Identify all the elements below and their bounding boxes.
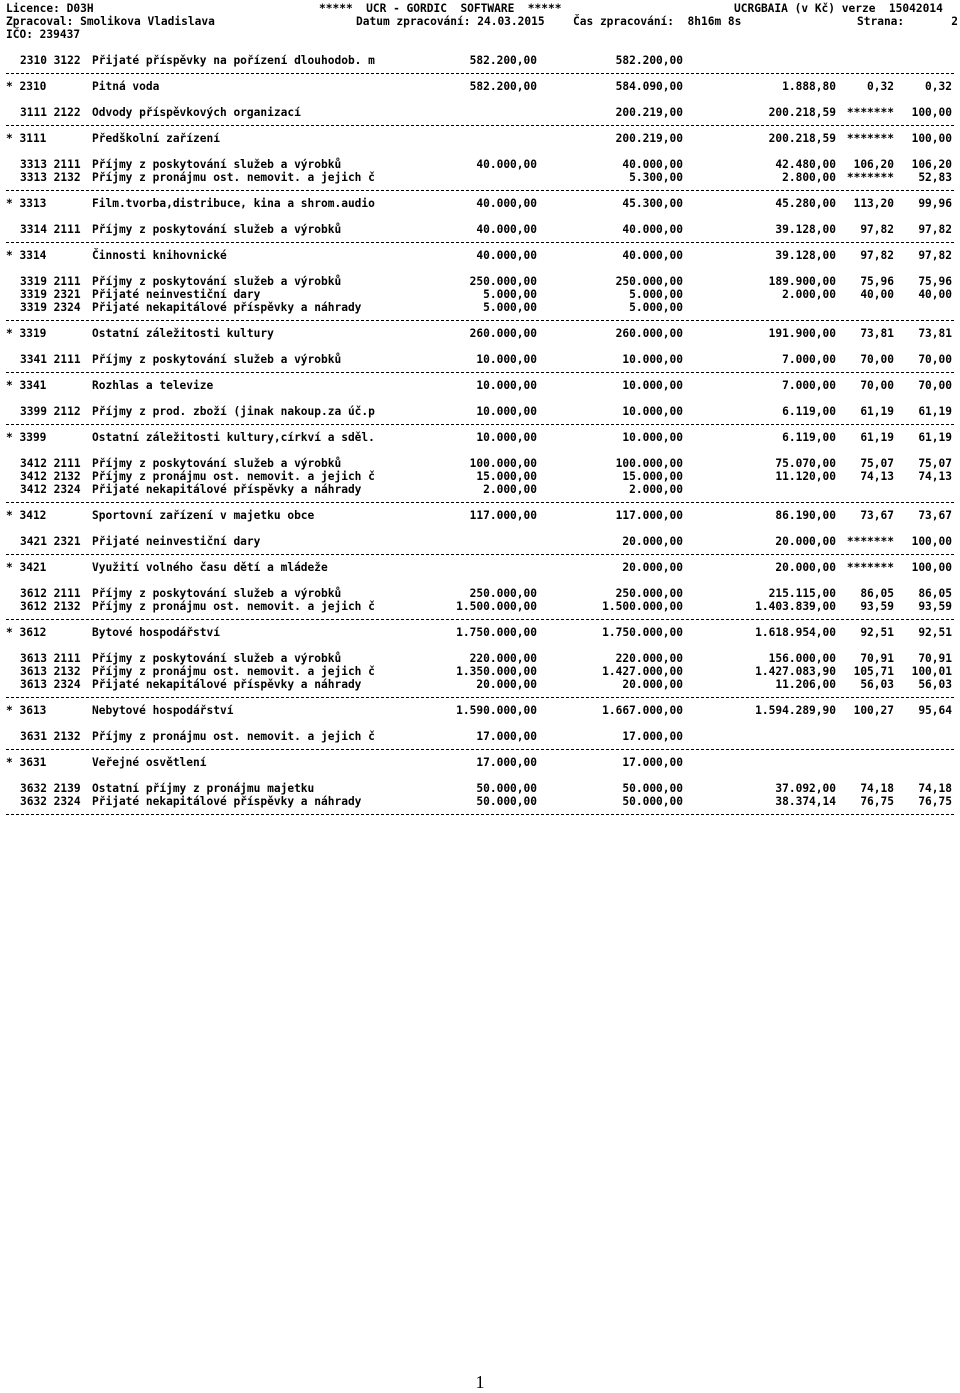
row-actual: 1.594.289,90 [755, 704, 836, 717]
row-code: * 2310 [6, 80, 47, 93]
row-code: 3314 2111 [20, 223, 81, 236]
row-budget-approved: 10.000,00 [476, 431, 537, 444]
table-row [0, 54, 960, 67]
ico-label: IČO: 239437 [6, 28, 81, 41]
page-label: Strana: 2 [857, 15, 959, 28]
row-percent-approved: 86,05 [860, 587, 894, 600]
row-percent-approved: 70,91 [860, 652, 894, 665]
dashed-separator [0, 184, 960, 197]
table-row [0, 483, 960, 496]
table-row [0, 106, 960, 119]
row-description: Příjmy z poskytování služeb a výrobků [92, 223, 342, 236]
row-budget-adjusted: 584.090,00 [615, 80, 683, 93]
row-description: Příjmy z poskytování služeb a výrobků [92, 353, 342, 366]
row-description: Rozhlas a televize [92, 379, 214, 392]
row-description: Přijaté neinvestiční dary [92, 535, 261, 548]
row-description: Ostatní příjmy z pronájmu majetku [92, 782, 315, 795]
row-actual: 156.000,00 [768, 652, 836, 665]
row-budget-approved: 10.000,00 [476, 379, 537, 392]
row-code: * 3613 [6, 704, 47, 717]
row-code: 3421 2321 [20, 535, 81, 548]
row-percent-approved: 73,81 [860, 327, 894, 340]
dashed-separator [0, 119, 960, 132]
row-budget-approved: 50.000,00 [476, 782, 537, 795]
report-code: UCRGBAIA (v Kč) verze 15042014 [734, 2, 943, 15]
row-percent-approved: 73,67 [860, 509, 894, 522]
subtotal-row [0, 509, 960, 522]
dashed-separator [0, 548, 960, 561]
row-percent-approved: 75,07 [860, 457, 894, 470]
row-actual: 6.119,00 [782, 405, 836, 418]
row-percent-approved: 75,96 [860, 275, 894, 288]
dashed-separator [0, 236, 960, 249]
dashed-separator [0, 496, 960, 509]
row-budget-approved: 40.000,00 [476, 158, 537, 171]
row-budget-adjusted: 50.000,00 [622, 795, 683, 808]
row-budget-adjusted: 10.000,00 [622, 405, 683, 418]
row-description: Využití volného času dětí a mládeže [92, 561, 328, 574]
table-row [0, 457, 960, 470]
row-budget-approved: 40.000,00 [476, 249, 537, 262]
table-row [0, 535, 960, 548]
table-row [0, 223, 960, 236]
row-description: Ostatní záležitosti kultury [92, 327, 274, 340]
row-percent-approved: 70,00 [860, 353, 894, 366]
table-row [0, 600, 960, 613]
subtotal-row [0, 80, 960, 93]
row-description: Bytové hospodářství [92, 626, 220, 639]
row-actual: 191.900,00 [768, 327, 836, 340]
row-percent-adjusted: 93,59 [918, 600, 952, 613]
processed-by: Zpracoval: Smolikova Vladislava [6, 15, 215, 28]
subtotal-row [0, 249, 960, 262]
row-code: * 3111 [6, 132, 47, 145]
row-budget-adjusted: 45.300,00 [622, 197, 683, 210]
row-description: Činnosti knihovnické [92, 249, 227, 262]
row-actual: 200.218,59 [768, 106, 836, 119]
row-description: Příjmy z pronájmu ost. nemovit. a jejich č [92, 470, 375, 483]
row-budget-adjusted: 582.200,00 [615, 54, 683, 67]
row-description: Přijaté nekapitálové příspěvky a náhrady [92, 795, 362, 808]
row-budget-adjusted: 5.000,00 [629, 301, 683, 314]
row-budget-approved: 2.000,00 [483, 483, 537, 496]
row-budget-adjusted: 20.000,00 [622, 678, 683, 691]
row-code: * 3341 [6, 379, 47, 392]
row-percent-approved: 40,00 [860, 288, 894, 301]
row-budget-adjusted: 40.000,00 [622, 223, 683, 236]
row-code: * 3421 [6, 561, 47, 574]
table-row [0, 730, 960, 743]
row-percent-adjusted: 75,96 [918, 275, 952, 288]
row-budget-adjusted: 10.000,00 [622, 353, 683, 366]
row-percent-approved: 61,19 [860, 405, 894, 418]
dashed-separator [0, 418, 960, 431]
row-percent-adjusted: 100,00 [911, 535, 952, 548]
row-spacer [0, 769, 960, 782]
row-spacer [0, 639, 960, 652]
dashed-separator [0, 67, 960, 80]
row-percent-approved: 0,32 [867, 80, 894, 93]
dashed-separator [0, 613, 960, 626]
row-code: 3313 2111 [20, 158, 81, 171]
row-budget-approved: 10.000,00 [476, 405, 537, 418]
row-code: 3632 2324 [20, 795, 81, 808]
subtotal-row [0, 132, 960, 145]
row-code: * 3612 [6, 626, 47, 639]
row-spacer [0, 210, 960, 223]
row-description: Předškolní zařízení [92, 132, 220, 145]
row-budget-adjusted: 20.000,00 [622, 535, 683, 548]
row-budget-approved: 1.590.000,00 [456, 704, 537, 717]
row-percent-approved: 113,20 [853, 197, 894, 210]
row-budget-adjusted: 15.000,00 [622, 470, 683, 483]
row-code: 3319 2324 [20, 301, 81, 314]
row-percent-approved: 92,51 [860, 626, 894, 639]
row-actual: 200.218,59 [768, 132, 836, 145]
row-code: 3632 2139 [20, 782, 81, 795]
row-budget-approved: 1.750.000,00 [456, 626, 537, 639]
row-code: * 3399 [6, 431, 47, 444]
table-row [0, 782, 960, 795]
row-budget-adjusted: 200.219,00 [615, 106, 683, 119]
row-budget-adjusted: 1.667.000,00 [602, 704, 683, 717]
row-percent-adjusted: 100,00 [911, 132, 952, 145]
row-percent-adjusted: 75,07 [918, 457, 952, 470]
row-percent-adjusted: 99,96 [918, 197, 952, 210]
row-percent-adjusted: 76,75 [918, 795, 952, 808]
row-budget-approved: 250.000,00 [469, 587, 537, 600]
row-description: Příjmy z pronájmu ost. nemovit. a jejich č [92, 730, 375, 743]
row-description: Příjmy z poskytování služeb a výrobků [92, 587, 342, 600]
row-percent-adjusted: 61,19 [918, 431, 952, 444]
row-percent-adjusted: 70,00 [918, 353, 952, 366]
row-actual: 20.000,00 [775, 561, 836, 574]
row-percent-approved: 76,75 [860, 795, 894, 808]
row-budget-adjusted: 1.427.000,00 [602, 665, 683, 678]
table-row [0, 795, 960, 808]
table-row [0, 301, 960, 314]
row-actual: 37.092,00 [775, 782, 836, 795]
row-budget-approved: 40.000,00 [476, 223, 537, 236]
row-description: Příjmy z poskytování služeb a výrobků [92, 457, 342, 470]
row-description: Odvody příspěvkových organizací [92, 106, 301, 119]
row-budget-approved: 10.000,00 [476, 353, 537, 366]
row-budget-adjusted: 1.750.000,00 [602, 626, 683, 639]
row-percent-approved: 97,82 [860, 249, 894, 262]
row-percent-approved: 105,71 [853, 665, 894, 678]
row-actual: 42.480,00 [775, 158, 836, 171]
row-percent-adjusted: 73,81 [918, 327, 952, 340]
table-row [0, 678, 960, 691]
row-code: * 3631 [6, 756, 47, 769]
row-percent-approved: 61,19 [860, 431, 894, 444]
row-actual: 20.000,00 [775, 535, 836, 548]
row-code: 3613 2111 [20, 652, 81, 665]
row-spacer [0, 262, 960, 275]
table-row [0, 587, 960, 600]
processing-date: Datum zpracování: 24.03.2015 [356, 15, 545, 28]
table-row [0, 275, 960, 288]
row-budget-adjusted: 200.219,00 [615, 132, 683, 145]
row-percent-adjusted: 100,01 [911, 665, 952, 678]
row-description: Přijaté příspěvky na pořízení dlouhodob. m [92, 54, 375, 67]
row-actual: 1.888,80 [782, 80, 836, 93]
row-budget-approved: 17.000,00 [476, 756, 537, 769]
row-code: * 3313 [6, 197, 47, 210]
row-actual: 6.119,00 [782, 431, 836, 444]
table-row [0, 158, 960, 171]
row-percent-approved: ******* [846, 535, 894, 548]
row-percent-approved: 70,00 [860, 379, 894, 392]
row-percent-approved: 93,59 [860, 600, 894, 613]
row-percent-approved: 56,03 [860, 678, 894, 691]
row-code: 3612 2132 [20, 600, 81, 613]
row-actual: 1.618.954,00 [755, 626, 836, 639]
subtotal-row [0, 327, 960, 340]
row-description: Příjmy z prod. zboží (jinak nakoup.za úč.p [92, 405, 375, 418]
row-budget-approved: 1.350.000,00 [456, 665, 537, 678]
row-budget-approved: 100.000,00 [469, 457, 537, 470]
row-budget-approved: 582.200,00 [469, 54, 537, 67]
table-row [0, 353, 960, 366]
report-title: ***** UCR - GORDIC SOFTWARE ***** [319, 2, 562, 15]
row-description: Sportovní zařízení v majetku obce [92, 509, 315, 522]
row-budget-adjusted: 1.500.000,00 [602, 600, 683, 613]
row-percent-adjusted: 74,18 [918, 782, 952, 795]
row-percent-approved: 97,82 [860, 223, 894, 236]
row-budget-adjusted: 260.000,00 [615, 327, 683, 340]
row-percent-adjusted: 40,00 [918, 288, 952, 301]
dashed-separator [0, 314, 960, 327]
row-percent-adjusted: 70,00 [918, 379, 952, 392]
row-budget-approved: 40.000,00 [476, 197, 537, 210]
row-budget-adjusted: 20.000,00 [622, 561, 683, 574]
row-description: Pitná voda [92, 80, 160, 93]
row-budget-approved: 220.000,00 [469, 652, 537, 665]
row-percent-approved: ******* [846, 171, 894, 184]
row-percent-adjusted: 61,19 [918, 405, 952, 418]
row-code: * 3314 [6, 249, 47, 262]
row-description: Příjmy z pronájmu ost. nemovit. a jejich č [92, 600, 375, 613]
row-percent-adjusted: 100,00 [911, 106, 952, 119]
row-description: Nebytové hospodářství [92, 704, 234, 717]
row-spacer [0, 522, 960, 535]
row-budget-adjusted: 220.000,00 [615, 652, 683, 665]
subtotal-row [0, 379, 960, 392]
row-code: 3341 2111 [20, 353, 81, 366]
row-percent-adjusted: 92,51 [918, 626, 952, 639]
row-actual: 38.374,14 [775, 795, 836, 808]
row-percent-adjusted: 95,64 [918, 704, 952, 717]
row-description: Příjmy z pronájmu ost. nemovit. a jejich č [92, 665, 375, 678]
row-budget-approved: 5.000,00 [483, 288, 537, 301]
row-description: Přijaté nekapitálové příspěvky a náhrady [92, 483, 362, 496]
row-percent-adjusted: 56,03 [918, 678, 952, 691]
row-percent-approved: ******* [846, 132, 894, 145]
row-description: Přijaté nekapitálové příspěvky a náhrady [92, 678, 362, 691]
row-actual: 86.190,00 [775, 509, 836, 522]
row-code: 3399 2112 [20, 405, 81, 418]
row-budget-approved: 117.000,00 [469, 509, 537, 522]
row-spacer [0, 392, 960, 405]
row-spacer [0, 444, 960, 457]
row-description: Příjmy z poskytování služeb a výrobků [92, 275, 342, 288]
subtotal-row [0, 626, 960, 639]
row-code: * 3319 [6, 327, 47, 340]
row-budget-adjusted: 40.000,00 [622, 158, 683, 171]
subtotal-row [0, 431, 960, 444]
row-code: 3111 2122 [20, 106, 81, 119]
row-code: 3319 2111 [20, 275, 81, 288]
row-percent-approved: 106,20 [853, 158, 894, 171]
row-code: * 3412 [6, 509, 47, 522]
row-percent-adjusted: 97,82 [918, 223, 952, 236]
row-actual: 39.128,00 [775, 223, 836, 236]
row-budget-adjusted: 250.000,00 [615, 275, 683, 288]
row-percent-adjusted: 97,82 [918, 249, 952, 262]
row-spacer [0, 145, 960, 158]
row-actual: 2.000,00 [782, 288, 836, 301]
row-budget-adjusted: 10.000,00 [622, 379, 683, 392]
licence-label: Licence: D03H [6, 2, 94, 15]
row-code: 3412 2324 [20, 483, 81, 496]
table-row [0, 652, 960, 665]
row-actual: 11.120,00 [775, 470, 836, 483]
row-description: Příjmy z pronájmu ost. nemovit. a jejich č [92, 171, 375, 184]
row-actual: 1.403.839,00 [755, 600, 836, 613]
row-budget-adjusted: 100.000,00 [615, 457, 683, 470]
subtotal-row [0, 197, 960, 210]
dashed-separator [0, 691, 960, 704]
row-code: 3412 2111 [20, 457, 81, 470]
row-code: 3631 2132 [20, 730, 81, 743]
row-percent-adjusted: 0,32 [925, 80, 952, 93]
row-code: 3612 2111 [20, 587, 81, 600]
dashed-separator [0, 808, 960, 821]
row-spacer [0, 93, 960, 106]
row-budget-approved: 20.000,00 [476, 678, 537, 691]
row-spacer [0, 717, 960, 730]
processing-time: Čas zpracování: 8h16m 8s [573, 15, 742, 28]
row-budget-approved: 50.000,00 [476, 795, 537, 808]
row-budget-adjusted: 250.000,00 [615, 587, 683, 600]
dashed-separator [0, 743, 960, 756]
row-description: Příjmy z poskytování služeb a výrobků [92, 158, 342, 171]
row-percent-adjusted: 86,05 [918, 587, 952, 600]
row-budget-adjusted: 40.000,00 [622, 249, 683, 262]
row-code: 3613 2132 [20, 665, 81, 678]
row-description: Film.tvorba,distribuce, kina a shrom.audio [92, 197, 375, 210]
row-actual: 1.427.083,90 [755, 665, 836, 678]
row-code: 3412 2132 [20, 470, 81, 483]
row-actual: 2.800,00 [782, 171, 836, 184]
row-budget-adjusted: 2.000,00 [629, 483, 683, 496]
row-budget-approved: 582.200,00 [469, 80, 537, 93]
row-actual: 11.206,00 [775, 678, 836, 691]
row-code: 3613 2324 [20, 678, 81, 691]
page-number: 1 [475, 1372, 485, 1392]
row-actual: 189.900,00 [768, 275, 836, 288]
row-percent-approved: ******* [846, 106, 894, 119]
row-description: Příjmy z poskytování služeb a výrobků [92, 652, 342, 665]
row-spacer [0, 574, 960, 587]
row-percent-adjusted: 106,20 [911, 158, 952, 171]
row-budget-adjusted: 17.000,00 [622, 730, 683, 743]
row-budget-approved: 1.500.000,00 [456, 600, 537, 613]
row-budget-approved: 5.000,00 [483, 301, 537, 314]
row-percent-approved: 74,13 [860, 470, 894, 483]
subtotal-row [0, 756, 960, 769]
row-percent-approved: ******* [846, 561, 894, 574]
report-rows [0, 54, 960, 821]
row-budget-adjusted: 5.300,00 [629, 171, 683, 184]
row-percent-adjusted: 70,91 [918, 652, 952, 665]
row-percent-adjusted: 52,83 [918, 171, 952, 184]
row-actual: 39.128,00 [775, 249, 836, 262]
row-description: Přijaté neinvestiční dary [92, 288, 261, 301]
row-percent-adjusted: 100,00 [911, 561, 952, 574]
row-description: Veřejné osvětlení [92, 756, 207, 769]
row-actual: 75.070,00 [775, 457, 836, 470]
row-actual: 7.000,00 [782, 379, 836, 392]
row-percent-approved: 100,27 [853, 704, 894, 717]
row-description: Přijaté nekapitálové příspěvky a náhrady [92, 301, 362, 314]
row-budget-adjusted: 10.000,00 [622, 431, 683, 444]
row-budget-approved: 260.000,00 [469, 327, 537, 340]
row-budget-adjusted: 117.000,00 [615, 509, 683, 522]
row-percent-approved: 74,18 [860, 782, 894, 795]
row-budget-approved: 17.000,00 [476, 730, 537, 743]
row-code: 3313 2132 [20, 171, 81, 184]
table-row [0, 171, 960, 184]
row-percent-adjusted: 73,67 [918, 509, 952, 522]
table-row [0, 470, 960, 483]
row-percent-adjusted: 74,13 [918, 470, 952, 483]
row-budget-approved: 250.000,00 [469, 275, 537, 288]
report-header [6, 2, 959, 42]
row-spacer [0, 340, 960, 353]
row-actual: 45.280,00 [775, 197, 836, 210]
table-row [0, 288, 960, 301]
subtotal-row [0, 704, 960, 717]
dashed-separator [0, 366, 960, 379]
row-actual: 7.000,00 [782, 353, 836, 366]
row-budget-approved: 15.000,00 [476, 470, 537, 483]
row-budget-adjusted: 50.000,00 [622, 782, 683, 795]
row-budget-adjusted: 17.000,00 [622, 756, 683, 769]
row-description: Ostatní záležitosti kultury,církví a sděl. [92, 431, 375, 444]
subtotal-row [0, 561, 960, 574]
table-row [0, 405, 960, 418]
table-row [0, 665, 960, 678]
row-code: 2310 3122 [20, 54, 81, 67]
row-code: 3319 2321 [20, 288, 81, 301]
row-actual: 215.115,00 [768, 587, 836, 600]
row-budget-adjusted: 5.000,00 [629, 288, 683, 301]
